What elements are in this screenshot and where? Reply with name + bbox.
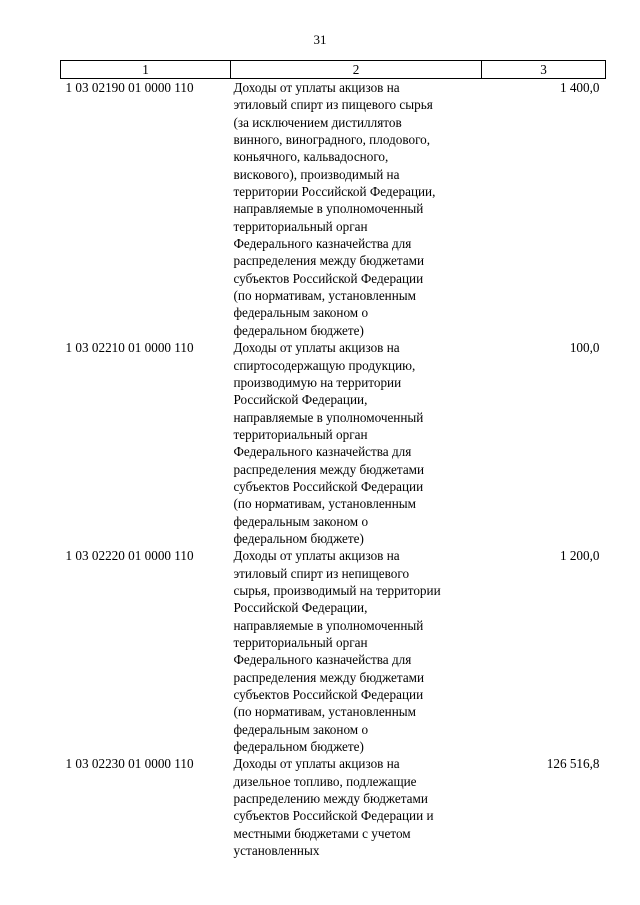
table-row bbox=[61, 547, 606, 755]
revenue-code: 1 03 02230 01 0000 110 bbox=[65, 756, 194, 772]
table-row bbox=[61, 755, 606, 859]
revenue-amount: 1 200,0 bbox=[559, 548, 600, 564]
revenue-name: Доходы от уплаты акцизов на этиловый спирт из пищевого сырья (за исключением дистиллятов винного, виноградного, плодового, коньячного, кальвадосного, вискового), производимый на территории Российской Федерации, направляемые в уполномоченный территориальный орган Федерального казначейства для распределения между бюджетами субъектов Российской Федерации (по нормативам, установленным федеральным законом о федеральном бюджете) bbox=[233, 80, 436, 338]
revenue-amount: 1 400,0 bbox=[559, 80, 600, 95]
column-header-code: 1 bbox=[61, 61, 231, 79]
table-header-row bbox=[61, 61, 606, 79]
page-number: 31 bbox=[313, 32, 327, 47]
revenue-name: Доходы от уплаты акцизов на этиловый спирт из непищевого сырья, производимый на территории Российской Федерации, направляемые в уполномоченный территориальный орган Федерального казначейства для распределения между бюджетами субъектов Российской Федерации (по нормативам, установленным федеральным законом о федеральном бюджете) bbox=[233, 548, 441, 755]
revenue-code: 1 03 02220 01 0000 110 bbox=[65, 548, 194, 564]
revenue-code: 1 03 02210 01 0000 110 bbox=[65, 340, 194, 356]
revenue-amount: 126 516,8 bbox=[546, 756, 600, 772]
budget-revenue-table bbox=[60, 60, 606, 859]
column-header-amount: 3 bbox=[482, 61, 606, 79]
column-header-name: 2 bbox=[231, 61, 482, 79]
revenue-amount: 100,0 bbox=[569, 340, 600, 356]
table-row bbox=[61, 79, 606, 340]
revenue-name: Доходы от уплаты акцизов на спиртосодержащую продукцию, производимую на территории Российской Федерации, направляемые в уполномоченный территориальный орган Федерального казначейства для распределения между бюджетами субъектов Российской Федерации (по нормативам, установленным федеральным законом о федеральном бюджете) bbox=[233, 340, 425, 546]
revenue-name: Доходы от уплаты акцизов на дизельное топливо, подлежащие распределению между бюджетами субъектов Российской Федерации и местными бюджетами с учетом установленных bbox=[233, 756, 434, 859]
table-row bbox=[61, 339, 606, 547]
revenue-code: 1 03 02190 01 0000 110 bbox=[65, 80, 194, 95]
